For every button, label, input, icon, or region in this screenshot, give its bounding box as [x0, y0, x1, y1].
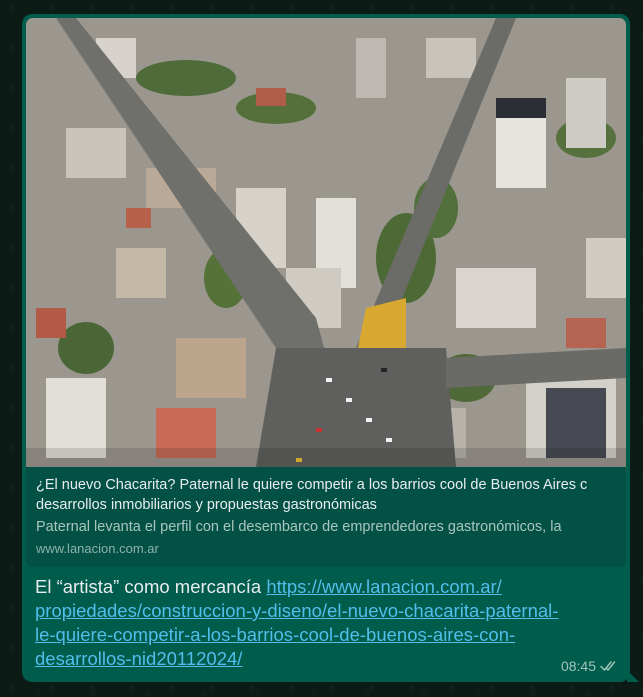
double-check-icon [600, 660, 618, 672]
preview-title[interactable]: ¿El nuevo Chacarita? Paternal le quiere competir a los barrios cool de Buenos Aires c desarrollos inmobiliarios y propuestas gastronómicas [36, 477, 588, 513]
message-text [26, 567, 626, 671]
message-bubble[interactable] [22, 14, 630, 682]
preview-domain: www.lanacion.com.ar [36, 541, 159, 556]
preview-image[interactable] [26, 18, 626, 467]
preview-description: Paternal levanta el perfil con el desembarco de emprendedores gastronómicos, la [36, 519, 562, 535]
message-prefix: El “artista” como mercancía [35, 576, 267, 597]
bubble-tail [627, 670, 639, 682]
message-link[interactable]: https://www.lanacion.com.ar/ propiedades/construccion-y-diseno/el-nuevo-chacarita-paternal- le-quiere-competir-a-los-barrios-cool-de-buenos-aires-con- desarrollos-nid20112024/ [35, 576, 559, 669]
message-time: 08:45 [560, 658, 596, 674]
link-preview-card[interactable] [26, 18, 626, 567]
message-meta [561, 658, 618, 674]
